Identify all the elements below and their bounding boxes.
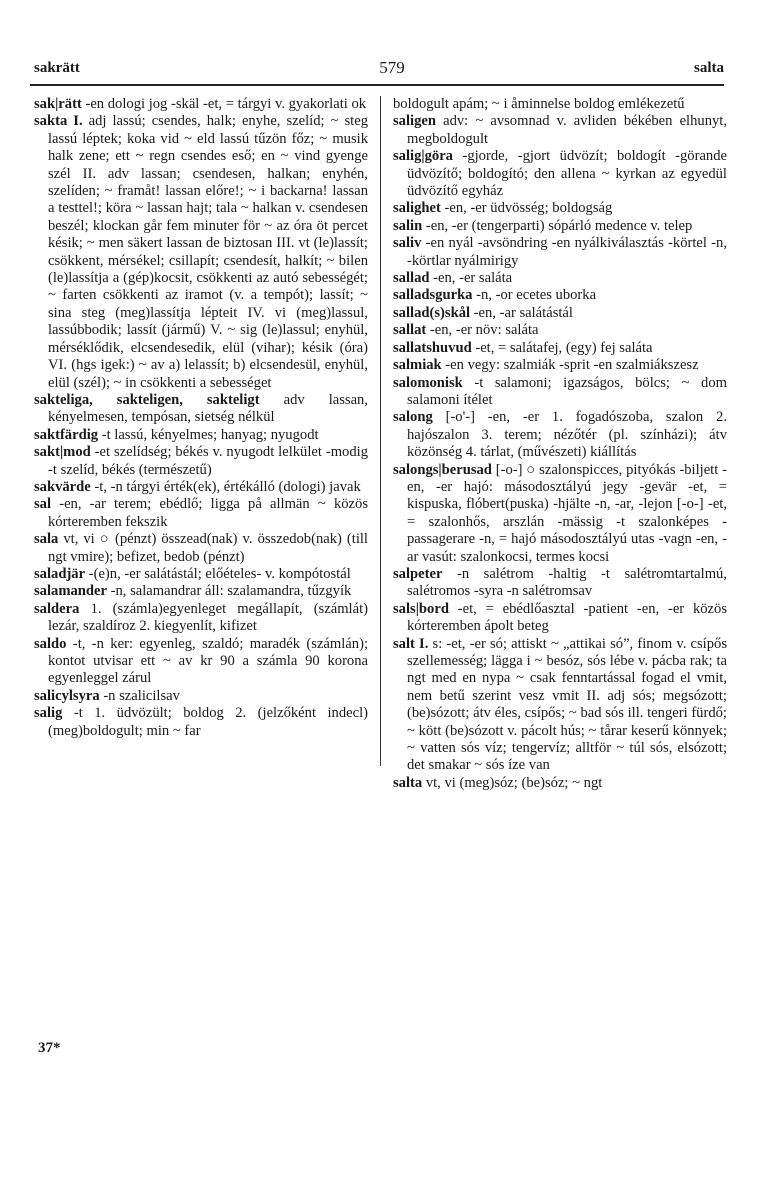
entry-headword: salladsgurka — [393, 287, 473, 304]
entry-definition: 1. (számla)egyenleget megállapít, (számlát) lezár, szaldíroz 2. kiegyenlít, kifizet — [48, 600, 368, 635]
entry-headword: sallat — [393, 322, 427, 339]
entry-headword: sala — [34, 531, 59, 548]
dictionary-entry — [34, 583, 368, 600]
entry-definition: -en, -er (tengerparti) sópárló medence v. telep — [422, 217, 693, 234]
entry-headword: salta — [393, 774, 423, 791]
dictionary-entry — [393, 462, 727, 566]
entry-definition: -t, -n tárgyi érték(ek), értékálló (dologi) javak — [90, 478, 361, 495]
dictionary-entry — [393, 775, 727, 792]
dictionary-entry — [393, 200, 727, 217]
entry-headword: sallad(s)skål — [393, 304, 471, 321]
entry-definition: -t lassú, kényelmes; hanyag; nyugodt — [98, 426, 319, 443]
dictionary-entry — [34, 392, 368, 427]
dictionary-entry — [34, 601, 368, 636]
entry-definition: -et, = ebédlőasztal -patient -en, -er közös kórteremben ápolt beteg — [407, 600, 727, 635]
dictionary-entry — [34, 96, 368, 113]
dictionary-entry — [34, 688, 368, 705]
entry-headword: saligen — [393, 113, 436, 130]
entry-headword: sal — [34, 496, 52, 513]
entry-definition: -t, -n ker: egyenleg, szaldó; maradék (számlán); kontot utvisar ett ~ av kr 90 a számla 90 korona egyenleggel zárul — [48, 635, 368, 687]
entry-definition: -en, -er üdvösség; boldogság — [440, 200, 613, 217]
entry-definition: -n salétrom -haltig -t salétromtartalmú, salétromos -syra -n salétromsav — [407, 565, 727, 600]
entry-headword: salongs|berusad — [393, 461, 492, 478]
dictionary-entry — [34, 705, 368, 740]
dictionary-entry — [34, 113, 368, 392]
entry-headword: salighet — [393, 200, 441, 217]
dictionary-entry — [393, 636, 727, 775]
entry-headword: salpeter — [393, 565, 443, 582]
entry-headword: saliv — [393, 235, 422, 252]
signature-mark: 37* — [38, 1040, 61, 1056]
entry-headword: salmiak — [393, 357, 442, 374]
dictionary-entry — [393, 566, 727, 601]
entry-definition: -en, -er saláta — [429, 270, 513, 287]
entry-definition: -en, -er növ: saláta — [426, 322, 539, 339]
entry-definition: adj lassú; csendes, halk; enyhe, szelíd; ~ steg lassú léptek; koka vid ~ eld lassú tűzön főz; ~ musik halk zene; ett ~ regn csendes eső; en ~ vind gyenge szél II. adv lassan; csendesen, halkan; enyhén, szelíden; ~ framåt! lassan előre!; ~ i backarna! lassan a testtel!; köra ~ lassan hajt; tala ~ halkan v. csendesen beszél; klockan går fem minuter för ~ az óra öt percet késik; ~ men säkert lassan de biztosan III. vt (le)lassít; csökkent, mérsékel; csillapít; csendesít, halkít; ~ bilen (le)lassítja a (gép)kocsit, csökkenti az autó sebességét; ~ farten csökkenti az iramot (v. a tempót); lassít; ~ sina steg (meg)lassítja lépteit IV. vi (meg)lassul, lassúbbodik; lassít (jármű) V. ~ sig (le)lassul; enyhül, mérséklődik, elcsendesedik, elül (vihar); késik (óra) VI. (hgs igek:) ~ av a) lelassít; b) elcsendesül, enyhül, elül (szél); ~ in csökkenti a sebességet — [48, 113, 368, 391]
dictionary-entry — [393, 287, 727, 304]
dictionary-entry — [393, 235, 727, 270]
dictionary-entry — [393, 357, 727, 374]
entry-definition: -n szalicilsav — [99, 687, 180, 704]
entry-headword: sals|bord — [393, 600, 449, 617]
entry-definition: vt, vi ○ (pénzt) összead(nak) v. összedob(nak) (till ngt vmire); befizet, bedob (pénzt) — [48, 531, 368, 565]
column-divider — [380, 96, 381, 766]
entry-headword: salicylsyra — [34, 687, 100, 704]
entry-definition: -t salamoni; igazságos, bölcs; ~ dom salamoni ítélet — [407, 374, 727, 408]
entry-headword: sakt|mod — [34, 444, 91, 461]
entry-definition: -n, -or ecetes uborka — [472, 287, 597, 304]
dictionary-entry — [34, 531, 368, 566]
dictionary-entry — [34, 566, 368, 583]
dictionary-entry — [393, 96, 727, 113]
dictionary-entry — [34, 427, 368, 444]
dictionary-entry — [393, 601, 727, 636]
entry-headword: saktfärdig — [34, 426, 99, 443]
entry-headword: saldo — [34, 635, 67, 652]
entry-headword: salong — [393, 409, 433, 426]
entry-headword: sallad — [393, 270, 430, 287]
entry-headword: sakteliga, sakteligen, sakteligt — [34, 391, 260, 408]
right-column — [393, 96, 727, 792]
entry-definition: -n, salamandrar áll: szalamandra, tűzgyík — [106, 583, 352, 600]
entry-definition: -en nyál -avsöndring -en nyálkiválasztás -körtel -n, -körtlar nyálmirigy — [407, 235, 727, 269]
entry-headword: sak|rätt — [34, 96, 82, 112]
entry-headword: salin — [393, 217, 423, 234]
entry-definition: vt, vi (meg)sóz; (be)sóz; ~ ngt — [422, 774, 603, 791]
entry-definition: -et, = salátafej, (egy) fej saláta — [471, 339, 653, 356]
dictionary-entry — [393, 375, 727, 410]
dictionary-entry — [34, 496, 368, 531]
dictionary-entry — [34, 636, 368, 688]
entry-headword: sakvärde — [34, 478, 91, 495]
dictionary-entry — [393, 218, 727, 235]
entry-headword: sakta I. — [34, 113, 83, 130]
entry-definition: [-o'-] -en, -er 1. fogadószoba, szalon 2. hajószalon 3. terem; nézőtér (pl. színházi); átv közönség 4. tárlat, (művészeti) kiállítás — [407, 409, 727, 461]
entry-definition: -et szelídség; békés v. nyugodt lelkület -modig -t szelíd, békés (természetű) — [48, 444, 368, 478]
dictionary-entry — [393, 305, 727, 322]
entry-definition: adv lassan, kényelmesen, tempósan, sietség nélkül — [48, 391, 369, 426]
dictionary-entry — [393, 409, 727, 461]
entry-headword: salig|göra — [393, 148, 453, 165]
entry-headword: saldera — [34, 600, 80, 617]
entry-definition: adv: ~ avsomnad v. avliden békében elhunyt, megboldogult — [407, 113, 727, 147]
left-column — [34, 96, 368, 740]
running-head-left: sakrätt — [34, 60, 80, 76]
dictionary-entry — [393, 322, 727, 339]
entry-definition: [-o-] ○ szalonspicces, pityókás -biljett -en, -er hajó: másodosztályú jegy -gevär -et, = kispuska, flóbert(puska) -hjälte -n, -ar, -lejon [-o-] -et, = szalonhős, arszlán -mässig -t szalonképes -passagerare -n, = hajó másodosztályú utas -vagn -en, -ar vasút: szalonkocsi, termes kocsi — [407, 461, 727, 565]
entry-definition: -t 1. üdvözült; boldog 2. (jelzőként indecl) (meg)boldogult; min ~ far — [48, 705, 368, 739]
entry-headword: saladjär — [34, 565, 86, 582]
entry-definition: -en vegy: szalmiák -sprit -en szalmiákszesz — [441, 357, 699, 374]
entry-headword: sallatshuvud — [393, 339, 472, 356]
dictionary-entry — [393, 340, 727, 357]
dictionary-entry — [393, 148, 727, 200]
dictionary-entry — [34, 444, 368, 479]
entry-definition: -en, -ar terem; ebédlő; ligga på allmän ~ közös kórteremben fekszik — [48, 496, 368, 530]
dictionary-entry — [393, 270, 727, 287]
page-number: 579 — [379, 58, 405, 77]
entry-headword: salomonisk — [393, 374, 463, 391]
entry-headword: salig — [34, 705, 63, 722]
entry-headword: salt I. — [393, 635, 429, 652]
dictionary-entry — [393, 113, 727, 148]
entry-definition: -en, -ar salátástál — [470, 304, 573, 321]
entry-definition: s: -et, -er só; attiskt ~ „attikai só”, finom v. csípős szellemesség; lägga i ~ besóz, sós lébe v. pácba rak; ta ngt med en nypa ~ csak fenntartással fogad el vmit, nem betű szerint vesz vmit II. adj sós; megsózott; (be)sózott; átv éles, csípős; ~ bad sós ill. tengeri fürdő; ~ kött (be)sózott v. pácolt hús; ~ tårar keserű könnyek; ~ vatten sós víz; tengervíz; alltför ~ túl sós, elsózott; det smakar ~ sós íze van — [407, 635, 727, 774]
dictionary-entry — [34, 479, 368, 496]
entry-definition: -gjorde, -gjort üdvözít; boldogít -görande üdvözítő; boldogító; den allena ~ kyrkan az egyedül üdvözítő egyház — [407, 148, 727, 200]
entry-definition: -(e)n, -er salátástál; előételes- v. kompótostál — [85, 565, 351, 582]
entry-definition: boldogult apám; ~ i åminnelse boldog emlékezetű — [393, 96, 685, 112]
entry-headword: salamander — [34, 583, 107, 600]
entry-definition: -en dologi jog -skäl -et, = tárgyi v. gyakorlati ok — [81, 96, 367, 112]
header-rule — [30, 84, 724, 86]
running-head-right: salta — [694, 60, 724, 76]
